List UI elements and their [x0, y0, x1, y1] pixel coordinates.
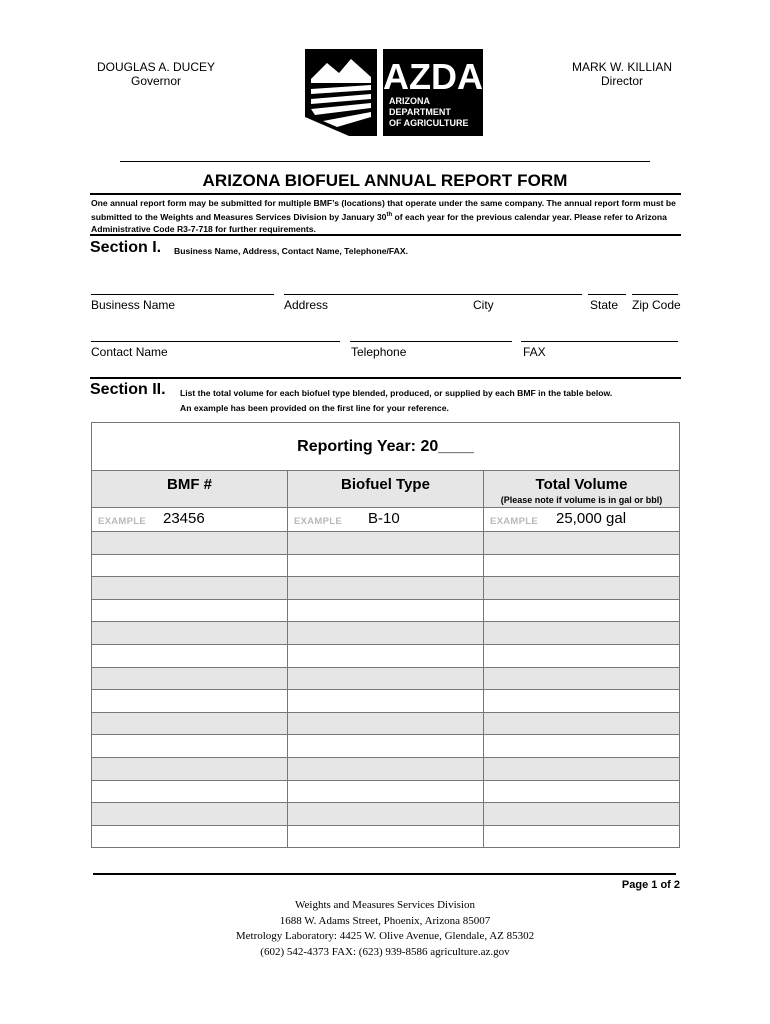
zip-code-field[interactable]: [632, 294, 678, 295]
title-under-rule: [90, 193, 681, 195]
total-volume-input-cell[interactable]: [484, 599, 680, 622]
address-field[interactable]: [284, 294, 582, 295]
biofuel-type-input-cell[interactable]: [288, 780, 484, 803]
total-volume-input-cell[interactable]: [484, 757, 680, 780]
state-label: State: [590, 298, 619, 312]
zip-code-label: Zip Code: [632, 298, 681, 312]
footer-line3: Metrology Laboratory: 4425 W. Olive Avenue, Glendale, AZ 85302: [235, 930, 535, 942]
intro-part1: One annual report form may be submitted for multiple BMF’s (locations) that operate under the same company. The annual report form must be submitted to the Weights and Measures Services Division by January 30: [91, 198, 676, 222]
fax-field[interactable]: [521, 341, 678, 342]
column-header-biofuel-type-label: Biofuel Type: [341, 476, 430, 493]
contact-name-label: Contact Name: [91, 345, 168, 359]
title-rule: [120, 161, 650, 162]
logo-line2: DEPARTMENT: [389, 107, 451, 117]
biofuel-type-input-cell[interactable]: [288, 644, 484, 667]
example-bmf-value: 23456: [163, 510, 205, 527]
example-biofuel-value: B-10: [368, 510, 400, 527]
column-header-total-volume-label: Total Volume: [535, 476, 628, 493]
biofuel-type-input-cell[interactable]: [288, 554, 484, 577]
bmf-input-cell[interactable]: [92, 712, 288, 735]
example-bmf-cell: [92, 508, 288, 532]
section2-top-rule: [90, 377, 681, 379]
footer-address: [0, 898, 770, 960]
bmf-input-cell[interactable]: [92, 667, 288, 690]
telephone-label: Telephone: [351, 345, 407, 359]
column-header-bmf: [92, 471, 288, 508]
governor-name: DOUGLAS A. DUCEY: [96, 60, 216, 74]
section2-line2: An example has been provided on the first line for your reference.: [180, 403, 449, 413]
total-volume-input-cell[interactable]: [484, 532, 680, 555]
biofuel-type-input-cell[interactable]: [288, 622, 484, 645]
report-table: [91, 422, 680, 848]
bmf-input-cell[interactable]: [92, 644, 288, 667]
biofuel-type-input-cell[interactable]: [288, 712, 484, 735]
fax-label: FAX: [523, 345, 546, 359]
bmf-input-cell[interactable]: [92, 803, 288, 826]
section1-heading: Section I.: [90, 239, 162, 256]
intro-under-rule: [90, 234, 681, 236]
total-volume-input-cell[interactable]: [484, 667, 680, 690]
bmf-input-cell[interactable]: [92, 599, 288, 622]
biofuel-type-input-cell[interactable]: [288, 577, 484, 600]
column-header-bmf-label: BMF #: [167, 476, 212, 493]
governor-block: [95, 60, 217, 88]
azda-logo: [305, 45, 485, 137]
bmf-input-cell[interactable]: [92, 690, 288, 713]
logo-line3: OF AGRICULTURE: [389, 118, 469, 128]
total-volume-input-cell[interactable]: [484, 690, 680, 713]
bmf-input-cell[interactable]: [92, 780, 288, 803]
intro-sup: th: [386, 212, 393, 218]
biofuel-type-input-cell[interactable]: [288, 757, 484, 780]
biofuel-type-input-cell[interactable]: [288, 825, 484, 848]
example-tag: EXAMPLE: [98, 516, 147, 527]
bmf-input-cell[interactable]: [92, 757, 288, 780]
biofuel-type-input-cell[interactable]: [288, 667, 484, 690]
state-field[interactable]: [588, 294, 626, 295]
biofuel-type-input-cell[interactable]: [288, 690, 484, 713]
example-tag: EXAMPLE: [294, 516, 343, 527]
volume-unit-note: (Please note if volume is in gal or bbl): [500, 495, 663, 505]
intro-paragraph: [91, 197, 691, 235]
total-volume-input-cell[interactable]: [484, 622, 680, 645]
total-volume-input-cell[interactable]: [484, 780, 680, 803]
business-name-label: Business Name: [91, 298, 176, 312]
page-number: Page 1 of 2: [621, 879, 680, 891]
column-header-biofuel-type: [288, 471, 484, 508]
bmf-input-cell[interactable]: [92, 554, 288, 577]
bmf-input-cell[interactable]: [92, 735, 288, 758]
city-label: City: [473, 298, 494, 312]
total-volume-input-cell[interactable]: [484, 644, 680, 667]
biofuel-type-input-cell[interactable]: [288, 735, 484, 758]
biofuel-type-input-cell[interactable]: [288, 532, 484, 555]
footer-line2: 1688 W. Adams Street, Phoenix, Arizona 85007: [279, 914, 491, 927]
bmf-input-cell[interactable]: [92, 577, 288, 600]
biofuel-type-input-cell[interactable]: [288, 599, 484, 622]
section1-description: Business Name, Address, Contact Name, Telephone/FAX.: [174, 246, 409, 256]
director-name: MARK W. KILLIAN: [571, 60, 673, 74]
total-volume-input-cell[interactable]: [484, 712, 680, 735]
example-volume-cell: [484, 508, 680, 532]
business-name-field[interactable]: [91, 294, 274, 295]
address-label: Address: [284, 298, 329, 312]
example-tag: EXAMPLE: [490, 516, 539, 527]
section2-description: [180, 386, 612, 416]
bmf-input-cell[interactable]: [92, 622, 288, 645]
governor-title: Governor: [130, 74, 182, 88]
footer-line4: (602) 542-4373 FAX: (623) 939-8586 agriculture.az.gov: [260, 945, 510, 958]
footer-line1: Weights and Measures Services Division: [295, 899, 475, 911]
bmf-input-cell[interactable]: [92, 825, 288, 848]
example-biofuel-cell: [288, 508, 484, 532]
director-block: [566, 60, 678, 88]
section2-heading: Section II.: [90, 381, 166, 398]
logo-line1: ARIZONA: [389, 96, 430, 106]
intro-part2: of each year for the previous calendar year. Please refer to Arizona Administrative Code R3-7-718 for further requirements.: [91, 211, 667, 234]
column-header-total-volume: [484, 471, 680, 508]
director-title: Director: [600, 74, 643, 88]
logo-acronym: AZDA: [383, 56, 483, 97]
total-volume-input-cell[interactable]: [484, 577, 680, 600]
reporting-year[interactable]: Reporting Year: 20____: [92, 423, 680, 471]
telephone-field[interactable]: [350, 341, 512, 342]
total-volume-input-cell[interactable]: [484, 803, 680, 826]
bmf-input-cell[interactable]: [92, 532, 288, 555]
total-volume-input-cell[interactable]: [484, 554, 680, 577]
total-volume-input-cell[interactable]: [484, 825, 680, 848]
form-title: ARIZONA BIOFUEL ANNUAL REPORT FORM: [202, 171, 568, 190]
biofuel-type-input-cell[interactable]: [288, 803, 484, 826]
example-volume-value: 25,000 gal: [556, 510, 627, 527]
section2-line1: List the total volume for each biofuel type blended, produced, or supplied by each BMF in the table below.: [180, 388, 613, 398]
total-volume-input-cell[interactable]: [484, 735, 680, 758]
footer-rule: [93, 873, 676, 875]
contact-name-field[interactable]: [91, 341, 340, 342]
